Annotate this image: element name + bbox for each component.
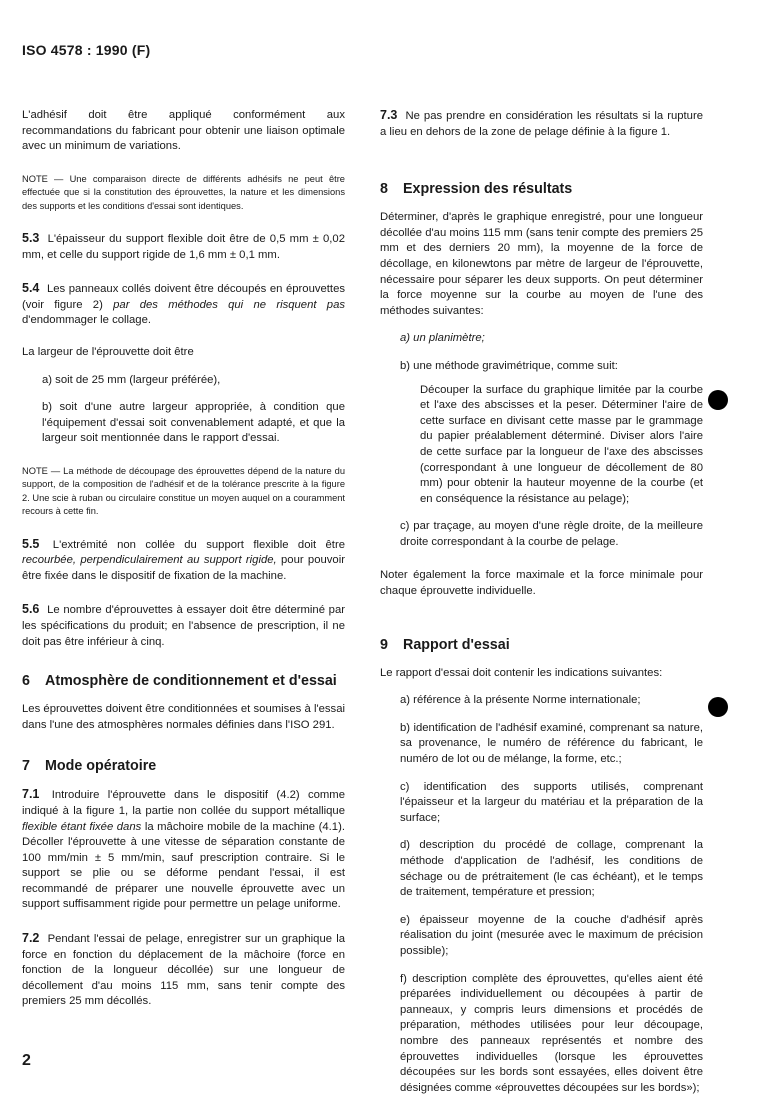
- clause-text-italic: recourbée, perpendiculairement au support rigide,: [22, 554, 277, 567]
- left-column: [22, 108, 345, 1010]
- clause-number: 5.3: [22, 231, 40, 245]
- list-item-b: b) soit d'une autre largeur appropriée, à condition que l'équipement d'essai soit convenablement adapté, et que la largeur soit mentionnée dans le rapport d'essai.: [42, 401, 345, 445]
- note-cutting: [22, 465, 345, 519]
- clause-text: L'épaisseur du support flexible doit être de 0,5 mm ± 0,02 mm, et celle du support rigide de 1,6 mm ± 0,1 mm.: [22, 233, 345, 261]
- section-title: Rapport d'essai: [403, 636, 510, 653]
- clause-7-2: [22, 931, 345, 1010]
- note-comparison: [22, 173, 345, 213]
- width-intro: La largeur de l'éprouvette doit être: [22, 345, 194, 358]
- clause-text: Pendant l'essai de pelage, enregistrer sur un graphique la force en fonction du déplacement de la mâchoire (force en fonction de la longueur décollée) sur une longueur de décollement d'au moins 115 mm, sans tenir compte des premiers 25 mm décollés.: [22, 933, 345, 1008]
- section-number: 7: [22, 758, 30, 775]
- section-heading-7: [22, 757, 345, 775]
- method-item-b-detail: Découper la surface du graphique limitée par la courbe et l'axe des abscisses et la peser. Déterminer l'aire de cette surface en divisant cette masse par le grammage du papier préalablement déterminé. Diviser alors l'aire de cette surface par la longueur de l'axe des abscisses (correspondant à une longueur de décollement de 80 mm) pour obtenir la hauteur moyenne de la courbe (et en conséquence la résistance au pelage);: [420, 383, 703, 505]
- clause-number: 7.1: [22, 787, 40, 802]
- section-title: Mode opératoire: [45, 758, 157, 775]
- intro-paragraph: L'adhésif doit être appliqué conformément aux recommandations du fabricant pour obtenir une liaison optimale avec un minimum de variations.: [22, 109, 345, 153]
- clause-text: Le nombre d'éprouvettes à essayer doit être déterminé par les spécifications du produit; en l'absence de prescription, il ne doit pas être inférieur à cinq.: [22, 604, 345, 648]
- method-item-a: a) un planimètre;: [400, 332, 485, 345]
- section-number: 6: [22, 673, 30, 690]
- section-9-intro: Le rapport d'essai doit contenir les indications suivantes:: [380, 666, 663, 679]
- list-item-a: a) soit de 25 mm (largeur préférée),: [42, 373, 221, 386]
- section-title: Expression des résultats: [403, 181, 573, 198]
- page-number: 2: [22, 1052, 31, 1069]
- note-label: NOTE —: [22, 173, 64, 184]
- clause-5-4: [22, 281, 345, 329]
- report-item-d: d) description du procédé de collage, comprenant la méthode d'application de l'adhésif, les conditions de séchage ou de prétraitement (le cas échéant), et le temps de traitement, température et pression;: [400, 839, 703, 899]
- clause-text: d'endommager le collage.: [22, 314, 152, 327]
- clause-text: pour pouvoir être fixée dans le dispositif de fixation de la machine.: [22, 554, 345, 582]
- clause-5-5: [22, 537, 345, 585]
- section-heading-8: [380, 180, 703, 198]
- clause-text: Introduire l'éprouvette dans le dispositif (4.2) comme indiqué à la figure 1, la partie non collée du support métallique: [22, 789, 345, 817]
- section-heading-9: [380, 636, 703, 654]
- right-column: [380, 108, 703, 1096]
- clause-number: 5.6: [22, 602, 40, 617]
- clause-7-3: [380, 108, 703, 140]
- section-6-text: Les éprouvettes doivent être conditionnées et soumises à l'essai dans l'une des atmosphères normales définies dans l'ISO 291.: [22, 703, 345, 731]
- clause-number: 7.3: [380, 108, 398, 122]
- clause-text: Ne pas prendre en considération les résultats si la rupture a lieu en dehors de la zone de pelage définie à la figure 1.: [380, 110, 704, 138]
- note-label: NOTE —: [22, 465, 61, 476]
- method-item-b: b) une méthode gravimétrique, comme suit:: [400, 359, 618, 372]
- section-8-note: Noter également la force maximale et la force minimale pour chaque éprouvette individuelle.: [380, 569, 703, 598]
- section-number: 8: [380, 181, 388, 198]
- clause-text: L'extrémité non collée du support flexible doit être: [52, 538, 345, 551]
- report-item-f: f) description complète des éprouvettes, qu'elles aient été préparées individuellement ou découpées à partir de panneaux, y compris leurs dimensions et procédés de préparation, méthodes utilisées pour leur découpage, nombre des panneaux représentés et nombre des éprouvettes individuelles (lorsque les éprouvettes découpées sur les bords sont essayées, elles doivent être désignées comme «éprouvettes découpées sur les bords»);: [400, 972, 703, 1094]
- section-number: 9: [380, 636, 388, 653]
- margin-change-mark: [708, 697, 728, 717]
- clause-7-1: [22, 787, 345, 913]
- clause-text-italic: par des méthodes qui ne risquent pas: [113, 298, 346, 311]
- clause-5-3: [22, 231, 345, 263]
- clause-text: la mâchoire mobile de la machine (4.1). Décoller l'éprouvette à une vitesse de séparation constante de 100 mm/min ± 5 mm/min, sauf prescription contraire. Si le support se plie ou se déforme pendant l'essai, il est recommandé de préparer une nouvelle éprouvette avec un support suffisamment rigide pour permettre un pelage uniforme.: [22, 820, 345, 911]
- note-text: La méthode de découpage des éprouvettes dépend de la nature du support, de la composition de l'adhésif et de la tolérance prescrite à la figure 2. Une scie à ruban ou circulaire constitue un moyen auquel on a couramment recours à cette fin.: [22, 465, 345, 517]
- clause-text-italic: flexible étant fixée dans: [22, 820, 142, 833]
- clause-number: 5.5: [22, 536, 40, 551]
- report-item-a: a) référence à la présente Norme internationale;: [400, 694, 641, 707]
- report-item-b: b) identification de l'adhésif examiné, comprenant sa nature, sa provenance, le numéro de référence du fabricant, le numéro de lot ou de mélange, la forme, etc.;: [400, 721, 703, 766]
- clause-5-6: [22, 602, 345, 650]
- clause-number: 5.4: [22, 281, 40, 296]
- report-item-c: c) identification des supports utilisés, comprenant l'épaisseur et la largeur du matériau et la préparation de la surface;: [400, 780, 703, 824]
- report-item-e: e) épaisseur moyenne de la couche d'adhésif après réalisation du joint (mesurée avec le maximum de précision possible);: [400, 913, 703, 957]
- section-title: Atmosphère de conditionnement et d'essai: [45, 673, 337, 690]
- margin-change-mark: [708, 390, 728, 410]
- clause-number: 7.2: [22, 931, 40, 946]
- standard-reference: ISO 4578 : 1990 (F): [22, 42, 151, 58]
- section-heading-6: [22, 672, 345, 690]
- section-8-text: Déterminer, d'après le graphique enregistré, pour une longueur décollée d'au moins 115 mm (sans tenir compte des premiers 25 mm et des derniers 20 mm), la moyenne de la force de décollage, en kilonewtons par mètre de largeur de l'éprouvette, nécessaire pour séparer les deux supports. On peut déterminer la force moyenne sur la courbe au moyen de l'une des méthodes suivantes:: [380, 211, 703, 317]
- note-text: Une comparaison directe de différents adhésifs ne peut être effectuée que si la constitution des éprouvettes, la nature et les dimensions des supports et les conditions d'essai sont identiques.: [22, 173, 345, 211]
- method-item-c: c) par traçage, au moyen d'une règle droite, de la meilleure droite correspondant à la courbe de pelage.: [400, 520, 703, 548]
- clause-text: Les panneaux collés doivent être découpés en éprouvettes (voir figure 2): [22, 283, 346, 311]
